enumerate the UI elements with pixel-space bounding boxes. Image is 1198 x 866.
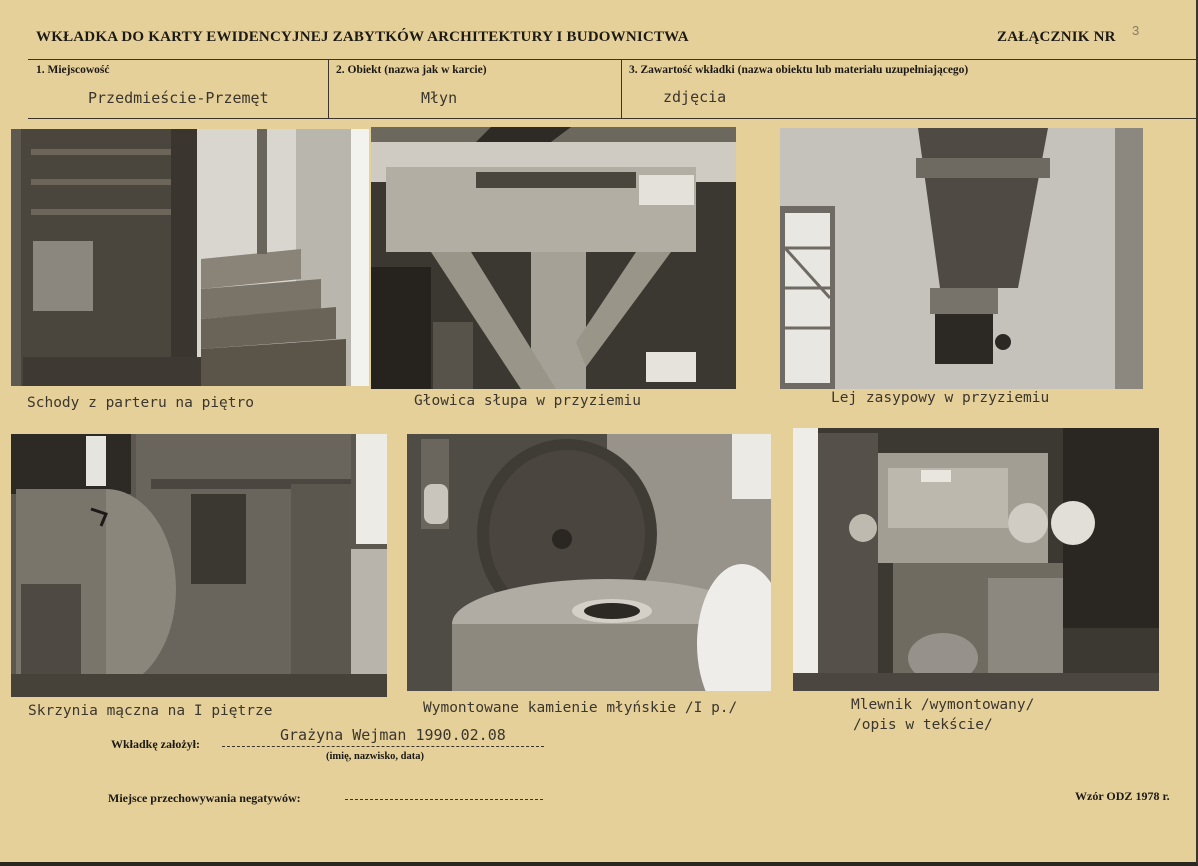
caption-hopper: Lej zasypowy w przyziemiu xyxy=(831,390,1050,406)
author-line xyxy=(222,746,544,747)
caption-stairs: Schody z parteru na piętro xyxy=(27,395,254,411)
annex-number: 3 xyxy=(1132,23,1140,38)
form-label: Wzór ODZ 1978 r. xyxy=(1075,789,1170,803)
annex-label: ZAŁĄCZNIK NR xyxy=(997,29,1116,45)
form-title: WKŁADKA DO KARTY EWIDENCYJNEJ ZABYTKÓW ARCHITEKTURY I BUDOWNICTWA xyxy=(36,29,689,45)
author-label: Wkładkę założył: xyxy=(111,737,200,751)
hopper-photo xyxy=(780,128,1143,389)
author-hint: (imię, nazwisko, data) xyxy=(326,751,424,762)
millstones-photo xyxy=(407,434,771,691)
field-value-place: Przedmieście-Przemęt xyxy=(88,89,269,107)
field-divider-1 xyxy=(328,60,329,118)
fields-rule xyxy=(28,118,1196,119)
stairs-photo xyxy=(11,129,369,386)
caption-column-head: Głowica słupa w przyziemiu xyxy=(414,393,641,409)
caption-flour-chest: Skrzynia mączna na I piętrze xyxy=(28,703,273,719)
field-label-object: 2. Obiekt (nazwa jak w karcie) xyxy=(336,64,487,76)
roller-mill-photo xyxy=(793,428,1159,691)
negatives-line xyxy=(345,799,543,800)
author-value: Grażyna Wejman 1990.02.08 xyxy=(280,726,506,744)
header-rule xyxy=(28,59,1196,60)
field-value-object: Młyn xyxy=(421,89,458,107)
negatives-label: Miejsce przechowywania negatywów: xyxy=(108,791,301,805)
caption-millstones: Wymontowane kamienie młyńskie /I p./ xyxy=(423,700,738,716)
field-label-place: 1. Miejscowość xyxy=(36,64,110,76)
field-divider-2 xyxy=(621,60,622,118)
flour-chest-photo xyxy=(11,434,387,697)
caption-roller-mill-line2: /opis w tekście/ xyxy=(853,717,993,733)
field-value-content: zdjęcia xyxy=(663,88,727,106)
caption-roller-mill-line1: Mlewnik /wymontowany/ xyxy=(851,697,1035,713)
column-head-photo xyxy=(371,127,736,389)
field-label-content: 3. Zawartość wkładki (nazwa obiektu lub materiału uzupełniającego) xyxy=(629,64,969,76)
